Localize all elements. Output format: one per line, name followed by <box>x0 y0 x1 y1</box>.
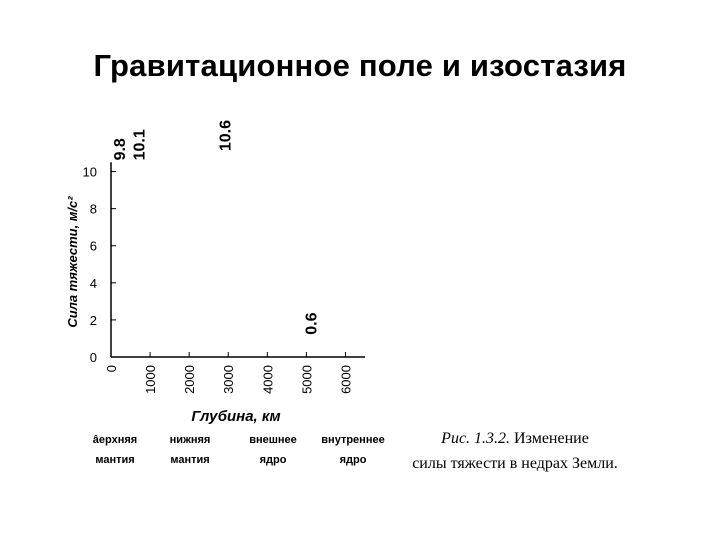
layer-label-line: внутреннее <box>321 434 385 446</box>
caption-line-2: силы тяжести в недрах Земли. <box>412 455 618 472</box>
layer-label-line: внешнее <box>249 434 297 446</box>
x-tick-label: 1000 <box>143 365 159 394</box>
y-tick-label: 0 <box>89 350 97 365</box>
x-tick-label: 0 <box>104 365 119 373</box>
caption-line-1 <box>395 426 635 451</box>
layer-label <box>170 434 211 466</box>
x-ticks <box>104 352 353 394</box>
layer-label-line: ядро <box>259 454 287 466</box>
layer-label <box>321 434 384 466</box>
layer-labels <box>93 434 385 466</box>
y-tick-label: 10 <box>82 164 97 180</box>
layer-label-line: мантия <box>95 454 135 466</box>
x-tick-label: 4000 <box>260 365 276 394</box>
y-tick-label: 4 <box>89 275 97 291</box>
caption-text-1: Изменение <box>514 430 589 447</box>
layer-label-line: мантия <box>170 454 210 466</box>
value-label: 10.6 <box>217 120 235 152</box>
slide-title: Гравитационное поле и изостазия <box>93 48 627 83</box>
axes <box>111 162 365 357</box>
y-axis-label: Сила тяжести, м/с² <box>65 196 80 328</box>
value-labels <box>112 120 320 335</box>
layer-label-line: âерхняя <box>92 434 138 446</box>
y-tick-label: 8 <box>89 201 97 217</box>
x-tick-label: 5000 <box>299 365 315 394</box>
value-label: 0.6 <box>303 312 321 335</box>
value-label: 10.1 <box>131 129 149 161</box>
x-axis-label: Глубина, км <box>191 408 281 425</box>
value-label: 9.8 <box>111 138 129 161</box>
layer-label-line: ядро <box>339 454 367 466</box>
y-tick-label: 6 <box>89 238 97 254</box>
y-tick-label: 2 <box>89 312 97 328</box>
x-tick-label: 6000 <box>338 365 354 394</box>
layer-label-line: нижняя <box>169 434 211 446</box>
figure-caption <box>395 426 635 476</box>
x-tick-label: 2000 <box>182 365 198 394</box>
layer-label <box>249 434 297 466</box>
caption-fig-number: Рис. 1.3.2. <box>441 430 511 447</box>
x-tick-label: 3000 <box>221 365 237 394</box>
layer-label <box>93 434 137 466</box>
